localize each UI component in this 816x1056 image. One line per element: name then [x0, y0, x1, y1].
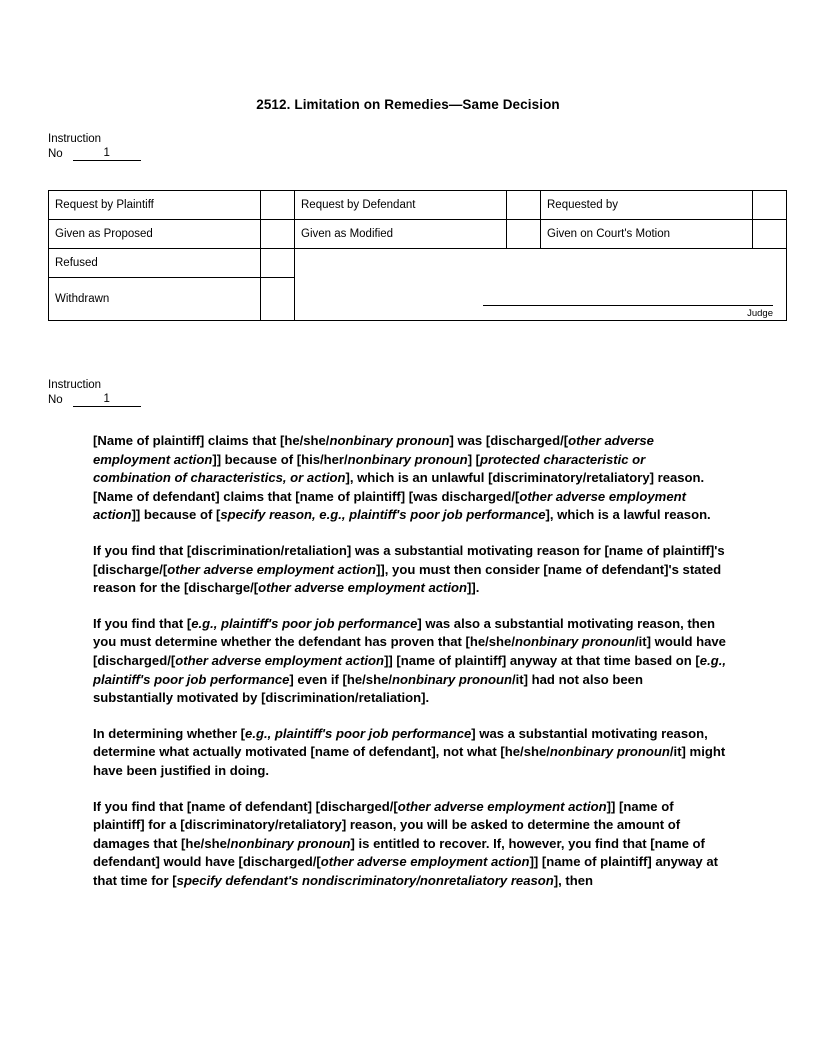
instruction-no-label: No [48, 147, 63, 160]
instruction-paragraph [93, 615, 726, 708]
instruction-text-run: [Name of plaintiff] claims that [he/she/ [93, 433, 330, 448]
cell-request-by-defendant: Request by Defendant [295, 191, 507, 220]
placeholder-italic-text: e.g., plaintiff's poor job performance [245, 725, 472, 741]
instruction-text-run: ], which is a lawful reason. [545, 507, 711, 523]
placeholder-italic-text: other adverse employment action [397, 798, 607, 814]
placeholder-italic-text: nonbinary pronoun [347, 451, 468, 467]
instruction-no-row [48, 147, 141, 162]
instruction-no-row [48, 393, 141, 408]
instruction-text-run: ]] [name of plaintiff] for a [discriminatory/retaliatory] reason, you will be asked to determine the amount of damages that [he/she/ [93, 798, 681, 851]
checkbox-given-as-modified[interactable] [507, 220, 541, 249]
instruction-number-field-bottom[interactable]: 1 [73, 393, 141, 407]
judge-signature-label: Judge [747, 308, 773, 319]
cell-requested-by: Requested by [541, 191, 753, 220]
instruction-text-run: ], then [553, 872, 594, 888]
placeholder-italic-text: nonbinary pronoun [514, 634, 635, 650]
instruction-paragraph [93, 542, 726, 598]
placeholder-italic-text: specify reason, e.g., plaintiff's poor job performance [220, 507, 546, 523]
table-row [49, 249, 787, 278]
instruction-text-run: ] is entitled to recover. If, however, you find that [name of defendant] would have [discharged/[ [93, 835, 705, 870]
placeholder-italic-text: e.g., plaintiff's poor job performance [191, 615, 418, 631]
placeholder-italic-text: other adverse employment action [258, 580, 468, 596]
table-row [49, 220, 787, 249]
checkbox-given-on-courts-motion[interactable] [753, 220, 787, 249]
cell-given-on-courts-motion: Given on Court's Motion [541, 220, 753, 249]
placeholder-italic-text: other adverse employment action [93, 433, 654, 467]
checkbox-refused[interactable] [261, 249, 295, 278]
instruction-text-run: ]]. [467, 580, 480, 596]
checkbox-withdrawn[interactable] [261, 278, 295, 321]
checkbox-request-by-defendant[interactable] [507, 191, 541, 220]
instruction-text-run: ]] because of [his/her/ [212, 451, 348, 467]
instruction-label: Instruction [48, 133, 102, 145]
instruction-text-run: ]] [name of plaintiff] anyway at that time for [ [93, 854, 718, 888]
instruction-paragraph [93, 798, 726, 891]
placeholder-italic-text: nonbinary pronoun [549, 744, 670, 760]
instruction-text-run: ], which is an unlawful [discriminatory/retaliatory] reason. [Name of defendant] claims that [name of plaintiff] [was discharged/[ [93, 470, 705, 504]
instruction-disposition-table [48, 190, 787, 321]
placeholder-italic-text: nonbinary pronoun [329, 433, 450, 448]
instruction-text-run: ] was a substantial motivating reason, determine what actually motivated [name of defendant], not what [he/she/ [93, 725, 708, 760]
instruction-text-run: If you find that [ [93, 615, 192, 631]
cell-given-as-proposed: Given as Proposed [49, 220, 261, 249]
placeholder-italic-text: other adverse employment action [320, 854, 530, 870]
placeholder-italic-text: specify defendant's nondiscriminatory/nonretaliatory reason [176, 872, 554, 888]
cell-request-by-plaintiff: Request by Plaintiff [49, 191, 261, 220]
instruction-text-run: ]], you must then consider [name of defendant]'s stated reason for the [discharge/[ [93, 561, 722, 596]
checkbox-requested-by[interactable] [753, 191, 787, 220]
instruction-text-run: ] was also a substantial motivating reason, then you must determine whether the defendant has proven that [he/she/ [93, 615, 715, 650]
instruction-no-label: No [48, 393, 63, 406]
instruction-text-run: If you find that [name of defendant] [discharged/[ [93, 798, 398, 814]
placeholder-italic-text: e.g., plaintiff's poor job performance [93, 652, 726, 687]
checkbox-request-by-plaintiff[interactable] [261, 191, 295, 220]
instruction-number-block-bottom [48, 378, 141, 407]
instruction-number-field-top[interactable]: 1 [73, 147, 141, 161]
instruction-text-run: /it] had not also been substantially motivated by [discrimination/retaliation]. [93, 671, 643, 706]
instruction-paragraph [93, 725, 726, 781]
placeholder-italic-text: other adverse employment action [175, 652, 385, 668]
instruction-text-run: /it] would have [discharged/[ [93, 634, 726, 668]
instruction-paragraph [93, 432, 726, 525]
table-row [49, 191, 787, 220]
instruction-text-run: ]] [name of plaintiff] anyway at that time based on [ [384, 652, 700, 668]
placeholder-italic-text: protected characteristic or combination of characteristics, or action [93, 451, 646, 486]
checkbox-given-as-proposed[interactable] [261, 220, 295, 249]
instruction-text-run: ] even if [he/she/ [289, 671, 392, 687]
jury-instruction-body [93, 432, 726, 907]
placeholder-italic-text: nonbinary pronoun [392, 671, 513, 687]
cell-withdrawn: Withdrawn [49, 278, 261, 321]
instruction-text-run: ] [ [467, 451, 481, 467]
cell-refused: Refused [49, 249, 261, 278]
placeholder-italic-text: other adverse employment action [93, 488, 686, 523]
instruction-number-block-top [48, 132, 141, 161]
instruction-text-run: In determining whether [ [93, 725, 246, 741]
instruction-text-run: ] was [discharged/[ [449, 433, 569, 448]
instruction-text-run: If you find that [discrimination/retaliation] was a substantial motivating reason for [name of plaintiff]'s [discharge/[ [93, 542, 725, 577]
instruction-text-run: /it] might have been justified in doing. [93, 744, 726, 778]
instruction-text-run: ]] because of [ [131, 507, 221, 523]
placeholder-italic-text: other adverse employment action [167, 561, 377, 577]
placeholder-italic-text: nonbinary pronoun [230, 835, 351, 851]
instruction-label: Instruction [48, 379, 102, 391]
page-title: 2512. Limitation on Remedies—Same Decision [256, 97, 560, 112]
cell-given-as-modified: Given as Modified [295, 220, 507, 249]
judge-signature-cell [295, 249, 787, 321]
judge-signature-line[interactable] [483, 305, 773, 306]
